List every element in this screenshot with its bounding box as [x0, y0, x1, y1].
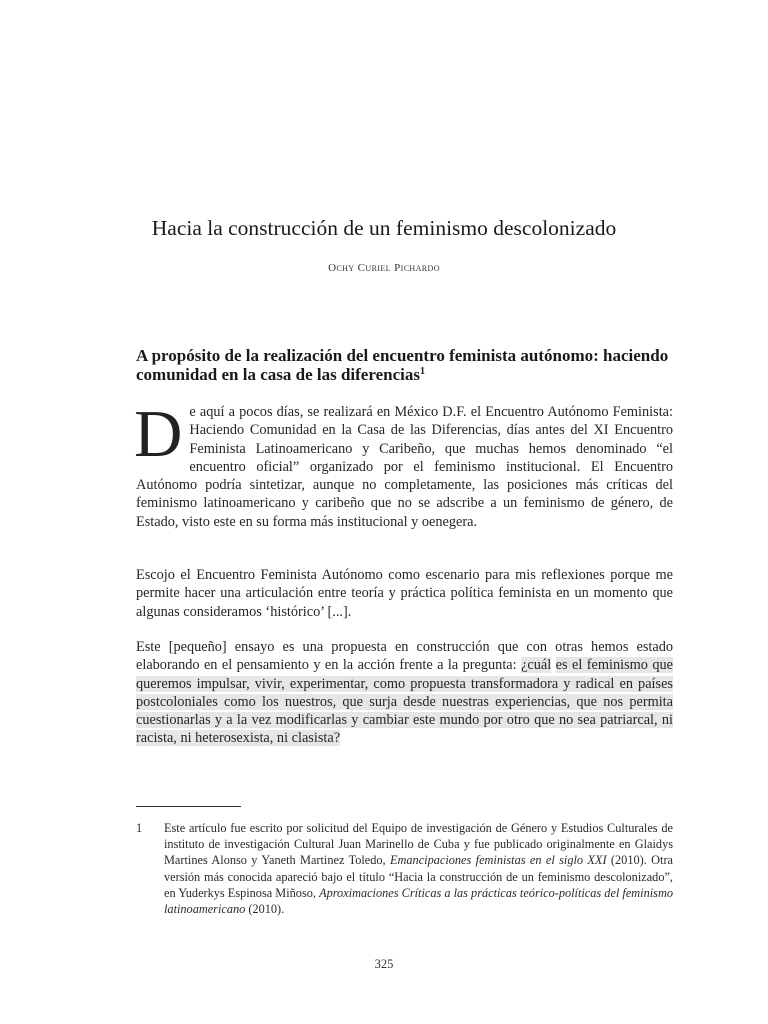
footnote — [136, 820, 673, 917]
paragraph-3 — [136, 638, 673, 748]
footnote-text — [164, 820, 673, 917]
section-heading — [136, 346, 676, 384]
section-heading-text: A propósito de la realización del encuentro feminista autónomo: haciendo comunidad en la casa de las diferencias — [136, 346, 669, 384]
footnote-text-b: (2010). Otra versión más conocida apareció bajo el título “Hacia la construcción de un feminismo descolonizado”, en Yuderkys Espinosa Miñoso, — [164, 853, 674, 900]
footnote-title-a: Emancipaciones feministas en el siglo XXI — [390, 853, 607, 868]
footnote-reference[interactable]: 1 — [419, 366, 425, 377]
paragraph-1 — [134, 397, 673, 531]
paragraph-2: Escojo el Encuentro Feminista Autónomo como escenario para mis reflexiones porque me permite hacer una articulación entre teoría y práctica política feminista en un momento que algunas consideramos ‘histórico’ [...]. — [136, 567, 673, 620]
footnote-divider — [136, 806, 241, 807]
page-number: 325 — [374, 957, 394, 971]
paragraph-3-text: Este [pequeño] ensayo es una propuesta en construcción que con otras hemos estado elaborando en el pensamiento y en la acción frente a la pregunta: — [136, 639, 673, 674]
author-name: Ochy Curiel Pichardo — [328, 262, 440, 274]
page-title: Hacia la construcción de un feminismo descolonizado — [151, 216, 617, 240]
highlighted-question: es el feminismo que queremos impulsar, vivir, experimentar, como propuesta transformadora y radical en países postcoloniales como los nuestros, que surja desde nuestras experiencias, que nos permita cuestionarlas y a la vez modificarlas y cambiar este mundo por otro que no sea patriarcal, ni racista, ni heterosexista, ni clasista? — [136, 657, 673, 747]
paragraph-1-text: e aquí a pocos días, se realizará en México D.F. el Encuentro Autónomo Feminista: Haciendo Comunidad en la Casa de las Diferencias, días antes del XI Encuentro Feminista Latinoamericano y Caribeño, que muchas hemos denominado “el encuentro oficial” organizado por el feminismo institucional. El Encuentro Autónomo podría sintetizar, aunque no completamente, las posiciones más críticas del feminismo latinoamericano y caribeño que no se adscribe a un feminismo de género, de Estado, visto este en su forma más institucional y oenegera. — [136, 404, 673, 530]
highlighted-question-start: ¿cuál — [521, 657, 552, 674]
footnote-text-c: (2010). — [245, 902, 285, 917]
footnote-number: 1 — [136, 821, 143, 835]
footnote-text-a: Este artículo fue escrito por solicitud del Equipo de investigación de Género y Estudios Culturales de instituto de investigación Cultural Juan Marinello de Cuba y fue publicado originalmente en Glaidys Martines Alonso y Yaneth Martinez Toledo, — [164, 821, 673, 868]
footnote-title-b: Aproximaciones Críticas a las prácticas teórico-políticas del feminismo latinoamericano — [164, 885, 673, 917]
drop-cap: D — [134, 397, 183, 471]
